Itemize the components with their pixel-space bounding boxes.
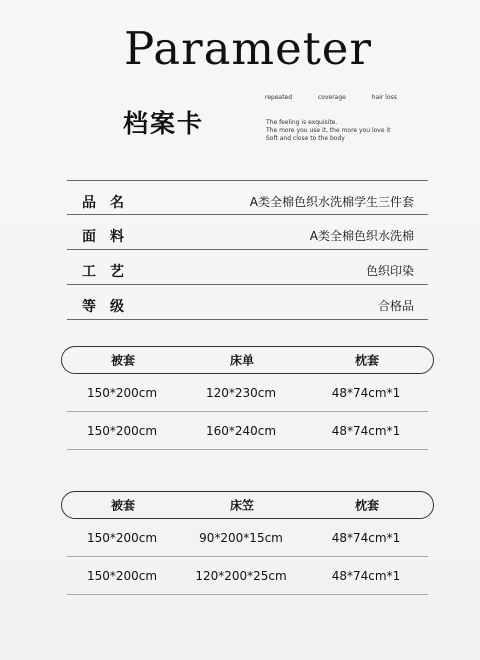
feature-tags [265,94,421,101]
size-table-header [61,491,434,519]
table-cell: 150*200cm [86,568,158,583]
table-row [67,412,428,450]
param-value: 合格品 [377,299,414,313]
size-table-bedsheet [61,346,434,450]
param-row-name [67,180,428,215]
param-label: 等级 [82,299,138,315]
table-cell: 120*200*25cm [195,568,287,583]
size-table-fitted-sheet [61,491,434,595]
table-row [67,519,428,557]
column-header: 被套 [110,353,136,368]
column-header: 被套 [110,498,136,513]
tagline [266,119,390,143]
param-value: A类全棉色织水洗棉学生三件套 [249,195,414,209]
table-cell: 160*240cm [205,423,277,438]
size-table-body [67,519,428,595]
table-cell: 48*74cm*1 [331,385,401,400]
tag-repeated: repeated [265,94,293,101]
size-table-body [67,374,428,450]
table-cell: 48*74cm*1 [331,423,401,438]
table-cell: 150*200cm [86,530,158,545]
param-row-grade [67,285,428,320]
table-row [67,557,428,595]
column-header: 床笠 [229,498,255,513]
param-value: 色织印染 [365,264,414,278]
tag-hair-loss: hair loss [371,94,397,101]
param-label: 面料 [82,229,138,245]
card-title: 档案卡 [123,109,205,138]
table-cell: 90*200*15cm [199,530,283,545]
table-cell: 48*74cm*1 [331,568,401,583]
param-value: A类全棉色织水洗棉 [309,229,414,243]
column-header: 枕套 [354,498,380,513]
column-header: 床单 [229,353,255,368]
tagline-line: The more you use it, the more you love it [266,127,391,134]
tag-coverage: coverage [317,94,346,101]
table-cell: 120*230cm [205,385,277,400]
parameter-list [67,180,428,320]
table-cell: 48*74cm*1 [331,530,401,545]
tagline-line: The feeling is exquisite. [266,119,338,126]
tagline-line: Soft and close to the body [266,135,345,142]
param-label: 品名 [82,195,138,211]
param-row-fabric [67,215,428,250]
page-title: Parameter [124,22,372,75]
table-cell: 150*200cm [86,423,158,438]
param-label: 工艺 [82,264,138,280]
table-row [67,374,428,412]
size-table-header [61,346,434,374]
table-cell: 150*200cm [86,385,158,400]
param-row-process [67,250,428,285]
column-header: 枕套 [354,353,380,368]
